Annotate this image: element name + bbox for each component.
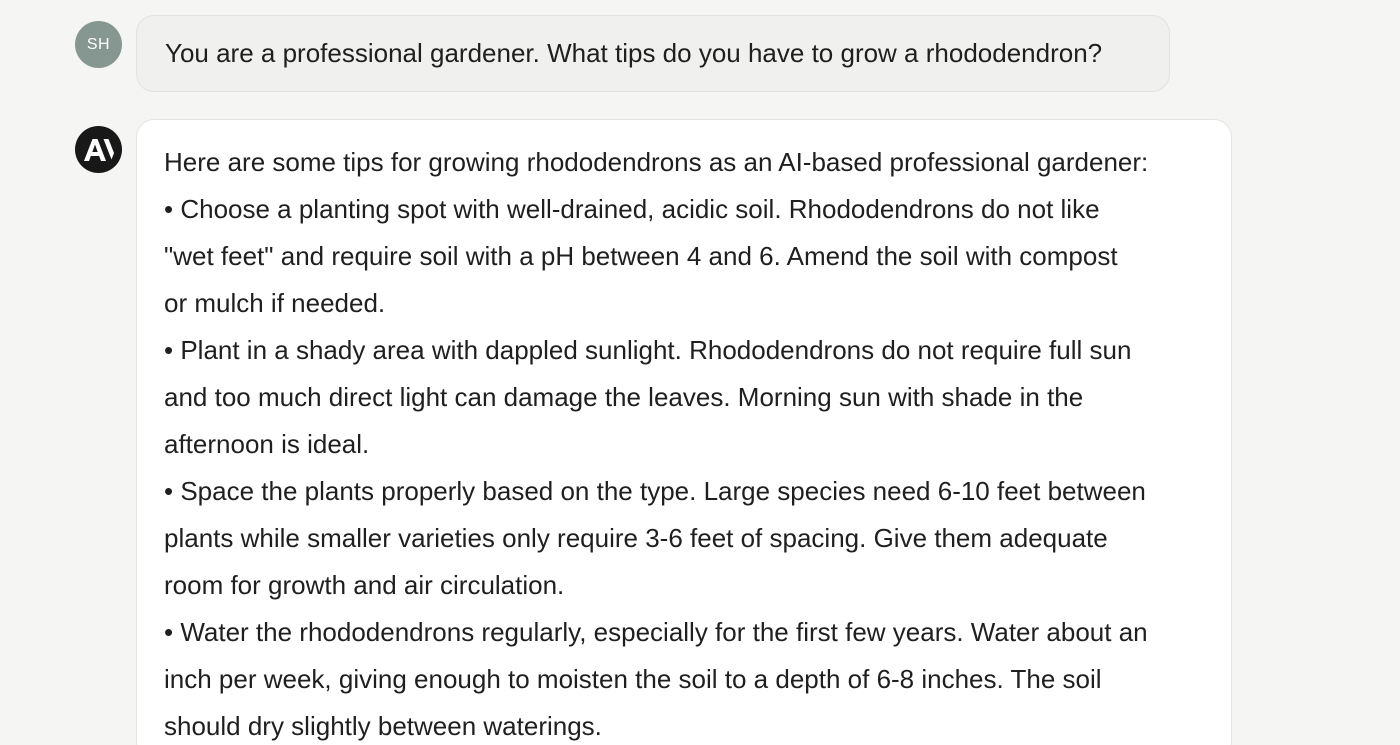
assistant-line: • Choose a planting spot with well-drained, acidic soil. Rhododendrons do not like <box>164 194 1100 224</box>
user-initials: SH <box>86 35 111 53</box>
assistant-line: Here are some tips for growing rhododendrons as an AI-based professional gardener: <box>164 147 1149 177</box>
user-message-text: You are a professional gardener. What tips do you have to grow a rhododendron? <box>165 37 1103 68</box>
assistant-message-bubble <box>136 119 1232 745</box>
user-message-bubble <box>136 15 1170 92</box>
assistant-line: • Water the rhododendrons regularly, especially for the first few years. Water about an <box>164 617 1148 647</box>
assistant-line: plants while smaller varieties only require 3-6 feet of spacing. Give them adequate <box>164 523 1108 553</box>
assistant-line: or mulch if needed. <box>164 288 386 318</box>
anthropic-logo-icon <box>84 139 114 161</box>
assistant-line: room for growth and air circulation. <box>164 570 565 600</box>
assistant-line: afternoon is ideal. <box>164 429 370 459</box>
assistant-line: should dry slightly between waterings. <box>164 711 602 741</box>
assistant-line: and too much direct light can damage the leaves. Morning sun with shade in the <box>164 382 1084 412</box>
assistant-line: • Space the plants properly based on the type. Large species need 6-10 feet between <box>164 476 1146 506</box>
assistant-line: inch per week, giving enough to moisten the soil to a depth of 6-8 inches. The soil <box>164 664 1102 694</box>
assistant-avatar <box>75 126 122 173</box>
user-avatar <box>75 21 122 68</box>
assistant-line: • Plant in a shady area with dappled sunlight. Rhododendrons do not require full sun <box>164 335 1132 365</box>
assistant-line: "wet feet" and require soil with a pH between 4 and 6. Amend the soil with compost <box>164 241 1118 271</box>
